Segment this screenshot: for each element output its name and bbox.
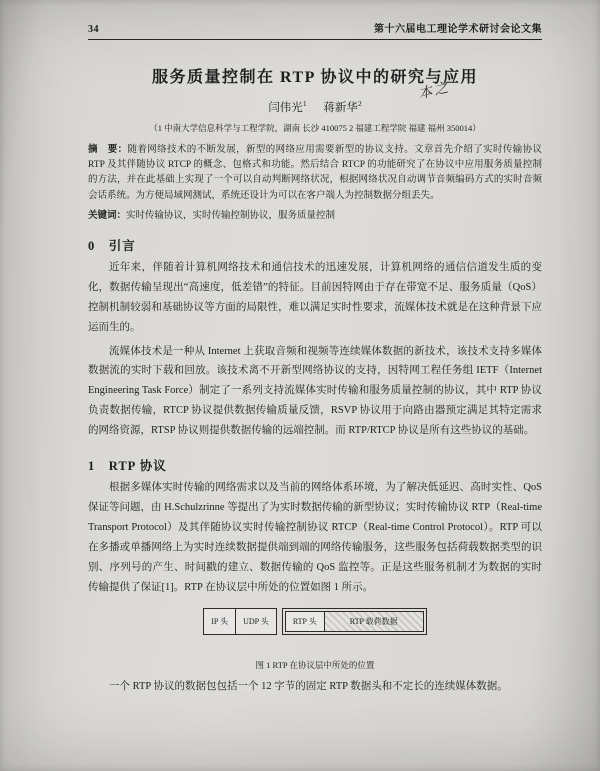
abstract bbox=[88, 143, 542, 204]
page-number: 34 bbox=[88, 24, 99, 35]
keywords bbox=[88, 207, 542, 221]
affiliation-line: （1 中南大学信息科学与工程学院，湖南 长沙 410075 2 福建工程学院 福建 福州 350014） bbox=[149, 123, 481, 133]
section-heading-rtp: 1 RTP 协议 bbox=[88, 459, 167, 474]
abstract-label: 摘 要： bbox=[88, 145, 128, 155]
page-header bbox=[88, 20, 542, 35]
figure-rtp-protocol-stack bbox=[88, 608, 542, 671]
author-affiliation-mark-1: 1 bbox=[302, 99, 307, 109]
paragraph-intro-1: 近年来，伴随着计算机网络技术和通信技术的迅速发展，计算机网络的通信信道发生质的变化，数据传输呈现出“高速度，低差错”的特征。目前因特网由于存在带宽不足、服务质量（QoS）控制机制较弱和基础协议等方面的局限性，难以满足实时性要求，流媒体技术就是在这种背景下应运而生的。 bbox=[88, 261, 542, 333]
stack-cell-rtp-payload: RTP 载荷数据 bbox=[324, 611, 424, 632]
protocol-stack-diagram bbox=[203, 608, 426, 635]
author-affiliation-mark-2: 2 bbox=[357, 99, 362, 109]
header-rule bbox=[88, 39, 542, 40]
section-heading-introduction: 0 引言 bbox=[88, 238, 136, 253]
keywords-label: 关键词： bbox=[88, 210, 127, 221]
abstract-text: 随着网络技术的不断发展，新型的网络应用需要新型的协议支持。文章首先介绍了实时传输协议 RTP 及其伴随协议 RTCP 的概念、包格式和功能。然后结合 RTCP 的功能研究了在协议中应用服务质量控制的方法，并在此基础上实现了一个可以自动判断网络状况，根据网络状况自动调节音频编码方式的实时音频会话系统。为方便局域网测试，系统还设计为可以在客户端人为控制数据分组丢失。 bbox=[88, 145, 542, 201]
stack-cell-ip-header: IP 头 bbox=[203, 608, 236, 635]
stack-rtp-group bbox=[282, 608, 427, 635]
stack-cell-udp-header: UDP 头 bbox=[236, 608, 277, 635]
paper-title: 服务质量控制在 RTP 协议中的研究与应用 bbox=[151, 69, 479, 86]
keywords-text: 实时传输协议，实时传输控制协议，服务质量控制 bbox=[126, 210, 336, 221]
paragraph-intro-2: 流媒体技术是一种从 Internet 上获取音频和视频等连续媒体数据的新技术，该技术支持多媒体数据流的实时下载和回放。该技术离不开新型网络协议的支持，因特网工程任务组 IETF（Internet Engineering Task Force）制定了一系列支持流媒体实时传输和服务质量控制的协议，其中 RTP 协议负责数据传输，RTCP 协议提供数据传输质量反馈，RSVP 协议用于向路由器预定满足其特定需求的网络资源，RTSP 协议则提供数据传输的远端控制。而 RTP/RTCP 协议是所有这些协议的基础。 bbox=[88, 345, 542, 437]
stack-cell-rtp-header: RTP 头 bbox=[285, 611, 325, 632]
handwritten-annotation: 本之 bbox=[416, 79, 452, 103]
closing-paragraph: 一个 RTP 协议的数据包包括一个 12 字节的固定 RTP 数据头和不定长的连续媒体数据。 bbox=[109, 680, 508, 692]
figure-caption: 图 1 RTP 在协议层中所处的位置 bbox=[255, 659, 375, 670]
proceedings-title: 第十六届电工理论学术研讨会论文集 bbox=[374, 24, 542, 35]
authors-line bbox=[88, 99, 542, 115]
author-name-1: 闫伟光$^1$ bbox=[268, 99, 307, 114]
paragraph-rtp-1: 根据多媒体实时传输的网络需求以及当前的网络体系环境，为了解决低延迟、高时实性、QoS 保证等问题，由 H.Schulzrinne 等提出了为实时数据传输的新型协议；实时传输协议 RTP（Real-time Transport Protocol）及其伴随协议实时传输控制协议 RTCP（Real-time Control Protocol）。RTP 可以在多播或单播网络上为实时连续数据提供端到端的网络传输服务，这些服务包括荷载数据类型的识别、序列号的产生、时间戳的建立、数据传输的 QoS 监控等。正是这些服务机制才为数据的实时传输提供了保证[1]。RTP 在协议层中所处的位置如图 1 所示。 bbox=[88, 482, 542, 593]
author-name-2: 蒋新华$^2$ bbox=[323, 99, 362, 114]
